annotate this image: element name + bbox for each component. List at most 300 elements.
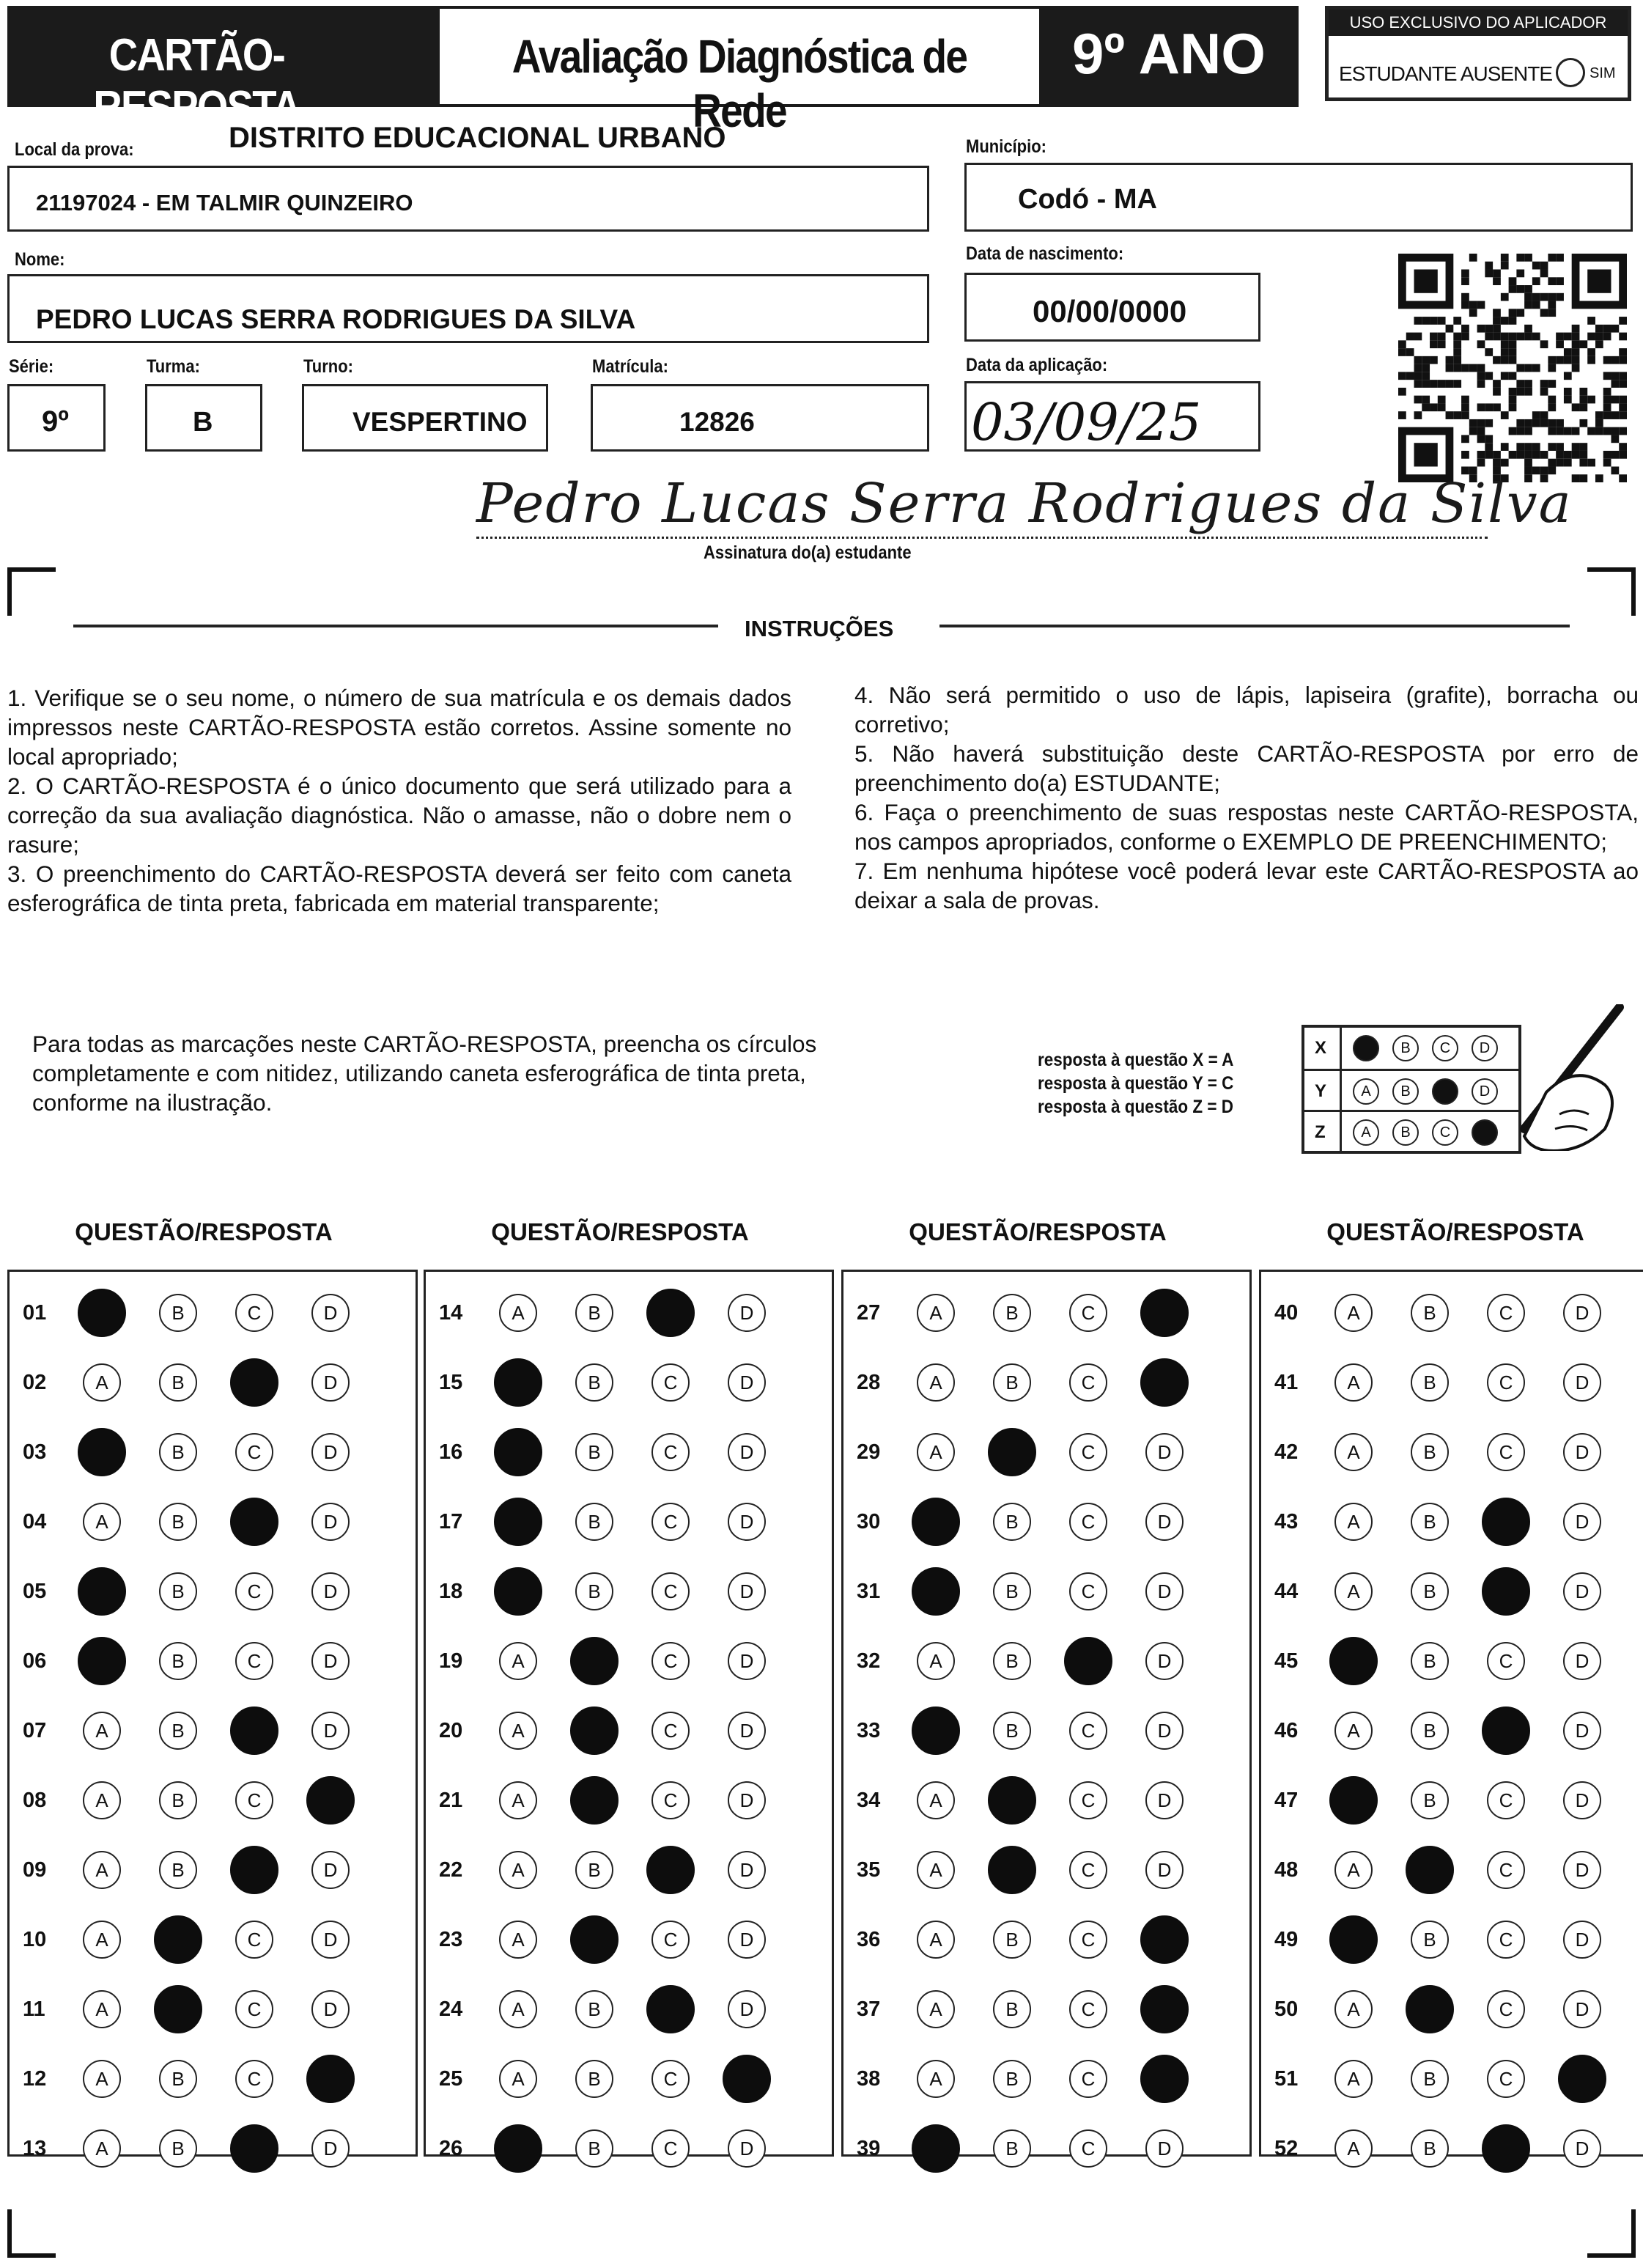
answer-bubble[interactable]: D xyxy=(311,1572,350,1610)
answer-bubble[interactable]: C xyxy=(1487,2060,1525,2098)
card-title: CARTÃO-RESPOSTA xyxy=(93,30,300,133)
answer-bubble[interactable]: D xyxy=(1563,2129,1601,2168)
answer-bubble-filled[interactable] xyxy=(230,1706,278,1755)
answer-bubble[interactable]: B xyxy=(159,1781,197,1819)
answer-bubble[interactable]: C xyxy=(235,2060,273,2098)
answer-bubble-filled[interactable] xyxy=(1406,1846,1454,1894)
answer-bubble[interactable]: A xyxy=(83,1990,121,2028)
example-row-label: Z xyxy=(1315,1122,1326,1142)
grade-label: 9º ANO xyxy=(1072,21,1266,86)
answer-bubble[interactable]: C xyxy=(1069,1572,1107,1610)
answer-bubble[interactable]: A xyxy=(1334,1712,1373,1750)
question-number: 41 xyxy=(1274,1371,1299,1394)
answer-bubble[interactable]: A xyxy=(917,1642,955,1680)
answer-bubble[interactable]: C xyxy=(651,1921,690,1959)
question-number: 13 xyxy=(23,2137,47,2160)
answer-bubble-filled[interactable] xyxy=(1064,1637,1112,1685)
answer-bubble-filled[interactable] xyxy=(1482,1498,1530,1546)
question-row xyxy=(843,1921,1249,1959)
answer-bubble-filled[interactable] xyxy=(494,1498,542,1546)
question-number: 52 xyxy=(1274,2137,1299,2160)
question-number: 44 xyxy=(1274,1580,1299,1603)
answer-bubble-filled[interactable] xyxy=(988,1428,1036,1476)
answer-bubble[interactable]: C xyxy=(1487,1921,1525,1959)
question-row xyxy=(843,1503,1249,1541)
instructions-title: INSTRUÇÕES xyxy=(745,616,894,641)
answer-bubble[interactable]: D xyxy=(1563,1294,1601,1332)
question-row xyxy=(10,2060,416,2098)
answer-bubble[interactable]: A xyxy=(499,1642,537,1680)
answer-bubble[interactable]: A xyxy=(83,1921,121,1959)
answer-bubble-filled[interactable] xyxy=(1140,2055,1189,2103)
answer-bubble[interactable]: C xyxy=(1069,2129,1107,2168)
question-row xyxy=(426,1572,832,1610)
answer-bubble[interactable]: B xyxy=(1411,1781,1449,1819)
answer-bubble-filled[interactable] xyxy=(912,1567,960,1616)
answer-bubble[interactable]: D xyxy=(311,1642,350,1680)
answer-column xyxy=(841,1270,1252,2160)
answer-bubble[interactable]: D xyxy=(1145,1712,1184,1750)
answer-bubble[interactable]: A xyxy=(83,1363,121,1402)
answer-bubble[interactable]: C xyxy=(1069,1712,1107,1750)
answer-bubble[interactable]: A xyxy=(917,1363,955,1402)
answer-bubble[interactable]: C xyxy=(1487,1642,1525,1680)
answer-bubble-filled[interactable] xyxy=(912,1706,960,1755)
turno-field xyxy=(302,384,548,452)
question-number: 15 xyxy=(439,1371,463,1394)
question-row xyxy=(426,1294,832,1332)
answer-bubble-filled[interactable] xyxy=(78,1567,126,1616)
answer-bubble[interactable]: A xyxy=(917,1921,955,1959)
answer-bubble-filled[interactable] xyxy=(78,1637,126,1685)
answer-column xyxy=(1259,1270,1643,2160)
answer-bubble[interactable]: C xyxy=(1069,1503,1107,1541)
answer-bubble[interactable]: D xyxy=(1563,1572,1601,1610)
answer-bubble[interactable]: C xyxy=(651,2060,690,2098)
answer-bubble[interactable]: B xyxy=(575,1990,613,2028)
answer-bubble[interactable]: C xyxy=(1487,1294,1525,1332)
question-number: 08 xyxy=(23,1789,47,1812)
answer-bubble[interactable]: B xyxy=(1411,2129,1449,2168)
answer-bubble[interactable]: C xyxy=(1487,1363,1525,1402)
answer-bubble-filled[interactable] xyxy=(912,1498,960,1546)
answer-bubble[interactable]: B xyxy=(159,1642,197,1680)
answer-bubble[interactable]: D xyxy=(1563,1921,1601,1959)
answer-bubble[interactable]: A xyxy=(83,1503,121,1541)
answer-bubble[interactable]: C xyxy=(1069,2060,1107,2098)
answer-bubble[interactable]: D xyxy=(1563,1781,1601,1819)
answer-bubble[interactable]: A xyxy=(1334,1990,1373,2028)
question-number: 03 xyxy=(23,1440,47,1464)
answer-bubble[interactable]: D xyxy=(728,1503,766,1541)
answer-bubble[interactable]: D xyxy=(1145,1851,1184,1889)
answer-bubble[interactable]: C xyxy=(235,1990,273,2028)
answer-bubble[interactable]: A xyxy=(1334,1572,1373,1610)
answer-bubble[interactable]: D xyxy=(728,1433,766,1471)
question-number: 27 xyxy=(857,1301,881,1325)
question-number: 28 xyxy=(857,1371,881,1394)
answer-bubble[interactable]: B xyxy=(159,1851,197,1889)
answer-bubble[interactable]: C xyxy=(651,1433,690,1471)
question-number: 40 xyxy=(1274,1301,1299,1325)
answer-bubble-filled[interactable] xyxy=(570,1706,619,1755)
answer-bubble[interactable]: B xyxy=(1411,1712,1449,1750)
answer-bubble-filled[interactable] xyxy=(230,1498,278,1546)
question-row xyxy=(1261,2060,1643,2098)
answer-bubble[interactable]: B xyxy=(993,1572,1031,1610)
answer-bubble[interactable]: B xyxy=(159,1294,197,1332)
answer-bubble-filled[interactable] xyxy=(494,2124,542,2173)
question-number: 11 xyxy=(23,1998,45,2021)
nome-value: PEDRO LUCAS SERRA RODRIGUES DA SILVA xyxy=(36,304,636,334)
answer-bubble-filled[interactable] xyxy=(494,1358,542,1407)
answer-bubble[interactable]: D xyxy=(311,1712,350,1750)
signature-line xyxy=(476,537,1488,539)
example-row-label: X xyxy=(1315,1038,1327,1058)
question-number: 20 xyxy=(439,1719,463,1742)
question-row xyxy=(10,1433,416,1471)
answer-bubble[interactable]: C xyxy=(1069,1363,1107,1402)
question-row xyxy=(1261,1712,1643,1750)
municipio-value: Codó - MA xyxy=(1018,184,1157,215)
matricula-value: 12826 xyxy=(679,407,755,437)
answer-bubble[interactable]: A xyxy=(1334,2060,1373,2098)
answer-bubble[interactable]: D xyxy=(728,1712,766,1750)
answer-bubble[interactable]: D xyxy=(728,1642,766,1680)
answer-bubble[interactable]: A xyxy=(1334,1433,1373,1471)
answer-bubble[interactable]: C xyxy=(651,1572,690,1610)
answer-bubble-filled[interactable] xyxy=(570,1776,619,1825)
answer-bubble[interactable]: C xyxy=(1487,1990,1525,2028)
answer-bubble[interactable]: A xyxy=(1334,1294,1373,1332)
question-row xyxy=(843,1433,1249,1471)
answer-bubble-filled[interactable] xyxy=(154,1985,202,2033)
question-row xyxy=(1261,1294,1643,1332)
answer-bubble[interactable]: B xyxy=(159,1572,197,1610)
answer-bubble[interactable]: A xyxy=(1334,1363,1373,1402)
answer-bubble[interactable]: C xyxy=(1069,1851,1107,1889)
answer-bubble[interactable]: D xyxy=(728,2129,766,2168)
answer-bubble[interactable]: B xyxy=(159,1433,197,1471)
answer-bubble[interactable]: A xyxy=(917,1990,955,2028)
answer-bubble-filled[interactable] xyxy=(1140,1358,1189,1407)
answer-bubble-filled[interactable] xyxy=(1482,1567,1530,1616)
answer-bubble[interactable]: D xyxy=(311,1851,350,1889)
answer-bubble[interactable]: B xyxy=(1411,1642,1449,1680)
answer-bubble[interactable]: A xyxy=(499,1294,537,1332)
answer-bubble[interactable]: B xyxy=(993,1642,1031,1680)
answer-bubble-filled[interactable] xyxy=(646,1985,695,2033)
municipio-field xyxy=(964,163,1633,232)
answer-bubble-filled[interactable] xyxy=(723,2055,771,2103)
answer-bubble[interactable]: B xyxy=(575,1294,613,1332)
question-row xyxy=(426,2060,832,2098)
answer-bubble[interactable]: A xyxy=(1334,1851,1373,1889)
school-value: 21197024 - EM TALMIR QUINZEIRO xyxy=(36,190,413,216)
answer-bubble[interactable]: D xyxy=(728,1851,766,1889)
answer-bubble[interactable]: C xyxy=(1487,1851,1525,1889)
example-bubble xyxy=(1353,1035,1379,1061)
answer-bubble[interactable]: D xyxy=(728,1990,766,2028)
answer-bubble[interactable]: B xyxy=(159,1363,197,1402)
answer-bubble[interactable]: A xyxy=(499,2060,537,2098)
answer-bubble[interactable]: D xyxy=(1145,1642,1184,1680)
answer-bubble[interactable]: C xyxy=(1069,1433,1107,1471)
answer-bubble[interactable]: A xyxy=(917,2060,955,2098)
answer-bubble-filled[interactable] xyxy=(1140,1915,1189,1964)
answer-bubble[interactable]: D xyxy=(311,1503,350,1541)
instructions-rule-right xyxy=(939,625,1570,627)
answer-bubble-filled[interactable] xyxy=(1329,1637,1378,1685)
answer-bubble-filled[interactable] xyxy=(230,1846,278,1894)
pen-hand-icon xyxy=(1502,1004,1627,1151)
answer-bubble[interactable]: B xyxy=(1411,1921,1449,1959)
answer-bubble[interactable]: A xyxy=(499,1781,537,1819)
answer-bubble[interactable]: A xyxy=(1334,1503,1373,1541)
answer-bubble[interactable]: D xyxy=(728,1363,766,1402)
answer-bubble[interactable]: D xyxy=(1563,1990,1601,2028)
answer-bubble[interactable]: C xyxy=(235,1433,273,1471)
question-row xyxy=(843,2060,1249,2098)
answer-bubble-filled[interactable] xyxy=(1406,1985,1454,2033)
answer-bubble[interactable]: D xyxy=(728,1572,766,1610)
instructions-left xyxy=(7,683,791,918)
example-bubble xyxy=(1432,1078,1458,1105)
answer-bubble[interactable]: C xyxy=(1069,1921,1107,1959)
answer-bubble[interactable]: B xyxy=(575,2060,613,2098)
signature-label: Assinatura do(a) estudante xyxy=(704,542,912,563)
answer-bubble-filled[interactable] xyxy=(1558,2055,1606,2103)
question-number: 38 xyxy=(857,2067,881,2091)
question-number: 07 xyxy=(23,1719,47,1742)
answer-bubble[interactable]: B xyxy=(159,1503,197,1541)
answer-bubble-filled[interactable] xyxy=(78,1428,126,1476)
answer-bubble[interactable]: B xyxy=(1411,1503,1449,1541)
answer-bubble[interactable]: C xyxy=(651,1503,690,1541)
answer-bubble[interactable]: C xyxy=(651,1712,690,1750)
answer-bubble-filled[interactable] xyxy=(988,1846,1036,1894)
answer-bubble[interactable]: D xyxy=(311,1294,350,1332)
answer-bubble[interactable]: D xyxy=(728,1781,766,1819)
answer-bubble[interactable]: B xyxy=(1411,1363,1449,1402)
answer-bubble[interactable]: D xyxy=(1563,1642,1601,1680)
question-number: 35 xyxy=(857,1858,881,1882)
answer-bubble[interactable]: B xyxy=(575,1363,613,1402)
answer-bubble[interactable]: A xyxy=(499,1851,537,1889)
answer-bubble-filled[interactable] xyxy=(494,1567,542,1616)
question-number: 01 xyxy=(23,1301,47,1325)
answer-bubble-filled[interactable] xyxy=(570,1637,619,1685)
answer-bubble[interactable]: D xyxy=(311,1363,350,1402)
answer-bubble-filled[interactable] xyxy=(306,1776,355,1825)
question-row xyxy=(10,1921,416,1959)
question-number: 09 xyxy=(23,1858,47,1882)
answer-bubble-filled[interactable] xyxy=(1329,1776,1378,1825)
nascimento-value: 00/00/0000 xyxy=(1033,294,1187,328)
question-row xyxy=(843,1851,1249,1889)
example-bubble: B xyxy=(1392,1035,1419,1061)
nome-label: Nome: xyxy=(15,249,65,270)
answer-bubble[interactable]: D xyxy=(1563,1433,1601,1471)
question-row xyxy=(10,1851,416,1889)
answer-bubble-filled[interactable] xyxy=(306,2055,355,2103)
answer-bubble-filled[interactable] xyxy=(154,1915,202,1964)
question-number: 22 xyxy=(439,1858,463,1882)
answer-bubble[interactable]: C xyxy=(651,1363,690,1402)
answer-bubble[interactable]: D xyxy=(728,1921,766,1959)
answer-bubble[interactable]: C xyxy=(651,1781,690,1819)
question-number: 47 xyxy=(1274,1789,1299,1812)
answer-bubble-filled[interactable] xyxy=(646,1846,695,1894)
question-number: 25 xyxy=(439,2067,463,2091)
example-grid xyxy=(1302,1025,1521,1154)
answer-bubble[interactable]: A xyxy=(917,1781,955,1819)
answer-bubble[interactable]: D xyxy=(1563,1363,1601,1402)
answer-bubble[interactable]: D xyxy=(1563,1712,1601,1750)
answer-bubble[interactable]: B xyxy=(993,1921,1031,1959)
answer-bubble[interactable]: C xyxy=(235,1572,273,1610)
answer-bubble[interactable]: D xyxy=(311,1921,350,1959)
instructions-right xyxy=(854,680,1639,915)
answer-bubble[interactable]: B xyxy=(575,2129,613,2168)
matricula-field xyxy=(591,384,929,452)
absent-bubble[interactable] xyxy=(1556,58,1585,87)
answer-bubble[interactable]: B xyxy=(993,2060,1031,2098)
answer-bubble-filled[interactable] xyxy=(230,2124,278,2173)
question-row xyxy=(426,1712,832,1750)
school-field xyxy=(7,166,929,232)
answer-bubble-filled[interactable] xyxy=(988,1776,1036,1825)
answer-bubble[interactable]: D xyxy=(1145,1433,1184,1471)
question-number: 10 xyxy=(23,1928,47,1951)
answer-column xyxy=(424,1270,834,2160)
answer-bubble[interactable]: A xyxy=(917,1851,955,1889)
question-row xyxy=(426,1433,832,1471)
question-row xyxy=(843,1363,1249,1402)
question-number: 48 xyxy=(1274,1858,1299,1882)
answer-bubble[interactable]: B xyxy=(575,1572,613,1610)
answer-bubble[interactable]: B xyxy=(575,1503,613,1541)
answer-bubble-filled[interactable] xyxy=(570,1915,619,1964)
answer-bubble[interactable]: B xyxy=(159,1712,197,1750)
answer-bubble[interactable]: A xyxy=(917,1433,955,1471)
answer-bubble[interactable]: A xyxy=(499,1712,537,1750)
answer-bubble[interactable]: B xyxy=(993,1990,1031,2028)
answer-bubble[interactable]: A xyxy=(499,1921,537,1959)
answer-bubble[interactable]: B xyxy=(575,1851,613,1889)
question-row xyxy=(426,1642,832,1680)
answer-bubble[interactable]: C xyxy=(1069,1294,1107,1332)
corner-mark-top-left xyxy=(7,567,56,616)
question-number: 17 xyxy=(439,1510,463,1534)
answer-bubble-filled[interactable] xyxy=(230,1358,278,1407)
answer-bubble-filled[interactable] xyxy=(494,1428,542,1476)
question-number: 34 xyxy=(857,1789,881,1812)
answer-bubble[interactable]: A xyxy=(83,2060,121,2098)
answer-bubble[interactable]: B xyxy=(1411,1433,1449,1471)
answer-bubble[interactable]: C xyxy=(1487,1781,1525,1819)
answer-bubble[interactable]: D xyxy=(1145,2129,1184,2168)
question-number: 31 xyxy=(857,1580,881,1603)
answer-bubble[interactable]: C xyxy=(1069,1990,1107,2028)
answer-bubble[interactable]: D xyxy=(1145,1503,1184,1541)
answer-bubble[interactable]: B xyxy=(1411,1294,1449,1332)
answer-bubble[interactable]: B xyxy=(993,1363,1031,1402)
answer-bubble[interactable]: C xyxy=(651,1642,690,1680)
answer-bubble[interactable]: D xyxy=(311,2129,350,2168)
answer-bubble[interactable]: D xyxy=(1145,1781,1184,1819)
answer-bubble[interactable]: D xyxy=(1145,1572,1184,1610)
answer-bubble-filled[interactable] xyxy=(1482,2124,1530,2173)
answer-bubble[interactable]: C xyxy=(1069,1781,1107,1819)
answer-bubble[interactable]: D xyxy=(728,1294,766,1332)
answer-bubble[interactable]: B xyxy=(575,1433,613,1471)
question-row xyxy=(1261,1572,1643,1610)
example-bubble: D xyxy=(1472,1078,1498,1105)
answer-bubble-filled[interactable] xyxy=(1140,1985,1189,2033)
answer-bubble[interactable]: B xyxy=(993,1712,1031,1750)
aplicacao-value: 03/09/25 xyxy=(971,392,1202,452)
answer-column xyxy=(7,1270,418,2160)
answer-bubble[interactable]: A xyxy=(83,1712,121,1750)
answer-bubble-filled[interactable] xyxy=(78,1289,126,1337)
answer-bubble-filled[interactable] xyxy=(646,1289,695,1337)
example-line: resposta à questão Y = C xyxy=(1038,1073,1234,1094)
question-number: 18 xyxy=(439,1580,463,1603)
answer-bubble[interactable]: B xyxy=(993,1503,1031,1541)
question-row xyxy=(843,1572,1249,1610)
answer-bubble[interactable]: D xyxy=(1563,1503,1601,1541)
answer-bubble[interactable]: A xyxy=(83,1851,121,1889)
aplicacao-label: Data da aplicação: xyxy=(966,355,1108,375)
answer-bubble[interactable]: B xyxy=(159,2129,197,2168)
answer-bubble[interactable]: A xyxy=(499,1990,537,2028)
answer-bubble[interactable]: C xyxy=(235,1294,273,1332)
answer-bubble-filled[interactable] xyxy=(1482,1706,1530,1755)
answer-bubble[interactable]: D xyxy=(311,1990,350,2028)
answer-bubble-filled[interactable] xyxy=(1140,1289,1189,1337)
answer-bubble[interactable]: D xyxy=(1563,1851,1601,1889)
answer-bubble[interactable]: B xyxy=(993,1294,1031,1332)
question-row xyxy=(10,2129,416,2168)
answer-bubble[interactable]: A xyxy=(1334,2129,1373,2168)
answer-bubble[interactable]: D xyxy=(311,1433,350,1471)
answer-bubble[interactable]: C xyxy=(235,1642,273,1680)
answer-bubble[interactable]: C xyxy=(235,1781,273,1819)
question-number: 14 xyxy=(439,1301,463,1325)
answer-bubble[interactable]: A xyxy=(917,1294,955,1332)
question-row xyxy=(843,1990,1249,2028)
question-number: 43 xyxy=(1274,1510,1299,1534)
answer-bubble[interactable]: C xyxy=(651,2129,690,2168)
answer-bubble[interactable]: C xyxy=(1487,1433,1525,1471)
answer-bubble[interactable]: B xyxy=(993,2129,1031,2168)
answer-bubble[interactable]: C xyxy=(235,1921,273,1959)
instruction-item: 5. Não haverá substituição deste CARTÃO-RESPOSTA por erro de preenchimento do(a) ESTUDANTE; xyxy=(854,740,1639,796)
question-number: 05 xyxy=(23,1580,47,1603)
answer-bubble[interactable]: B xyxy=(1411,2060,1449,2098)
answer-bubble-filled[interactable] xyxy=(912,2124,960,2173)
answer-bubble-filled[interactable] xyxy=(1329,1915,1378,1964)
answer-bubble[interactable]: B xyxy=(159,2060,197,2098)
answer-bubble[interactable]: A xyxy=(83,2129,121,2168)
column-title: QUESTÃO/RESPOSTA xyxy=(491,1218,749,1245)
example-bubble: A xyxy=(1353,1119,1379,1146)
answer-bubble[interactable]: B xyxy=(1411,1572,1449,1610)
example-line: resposta à questão X = A xyxy=(1038,1050,1234,1070)
answer-bubble[interactable]: A xyxy=(83,1781,121,1819)
question-row xyxy=(10,1363,416,1402)
